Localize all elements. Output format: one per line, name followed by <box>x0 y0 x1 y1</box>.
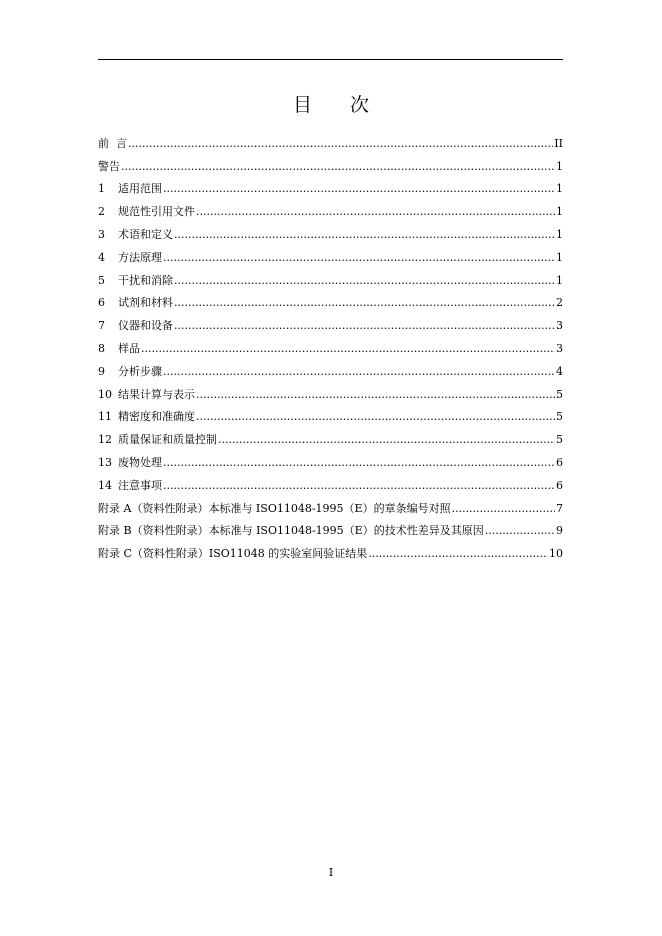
toc-leader <box>121 160 555 174</box>
toc-entry-page: 1 <box>556 273 563 287</box>
toc-entry-title: 干扰和消除 <box>118 273 173 287</box>
toc-leader <box>174 228 555 242</box>
toc-entry-number: 6 <box>98 296 105 310</box>
toc-entry-13[interactable] <box>98 447 563 470</box>
toc-leader <box>163 365 555 379</box>
toc-entry-page: 5 <box>556 387 563 401</box>
toc-entry-title: 分析步骤 <box>118 364 162 378</box>
toc-entry-title: 附录 B（资料性附录）本标准与 ISO11048-1995（E）的技术性差异及其原因 <box>98 524 484 538</box>
toc-leader <box>485 524 555 538</box>
toc-entry-3[interactable] <box>98 219 563 242</box>
toc-entry-page: 2 <box>556 296 563 310</box>
toc-entry-page: 1 <box>556 250 563 264</box>
toc-entry-title: 规范性引用文件 <box>118 205 195 219</box>
toc-entry-14[interactable] <box>98 470 563 493</box>
toc-entry-title: 废物处理 <box>118 455 162 469</box>
toc-entry-title: 方法原理 <box>118 250 162 264</box>
toc-entry-number: 4 <box>98 250 105 264</box>
toc-entry-page: 1 <box>556 159 563 173</box>
toc-entry-title: 质量保证和质量控制 <box>118 433 217 447</box>
toc-entry-number: 13 <box>98 455 112 469</box>
toc-entry-page: 6 <box>556 455 563 469</box>
toc-leader <box>196 388 555 402</box>
page-title: 目 次 <box>292 94 386 116</box>
toc-entry-page: 4 <box>556 364 563 378</box>
toc-entry-11[interactable] <box>98 402 563 425</box>
toc-entry-6[interactable] <box>98 288 563 311</box>
toc-entry-title: 术语和定义 <box>118 227 173 241</box>
toc-entry-5[interactable] <box>98 265 563 288</box>
toc-entry-page: 1 <box>556 182 563 196</box>
toc-entry-number: 2 <box>98 205 105 219</box>
toc-leader <box>174 319 555 333</box>
toc-entry-title: 前 言 <box>98 136 127 150</box>
toc-entry-number: 11 <box>98 410 112 424</box>
toc-entry-title: 仪器和设备 <box>118 319 173 333</box>
toc-leader <box>368 547 548 561</box>
toc-entry-page: 1 <box>556 205 563 219</box>
toc-entry-page: 5 <box>556 433 563 447</box>
toc-leader <box>452 502 555 516</box>
toc-entry-appendix-b[interactable] <box>98 516 563 539</box>
toc-entry-2[interactable] <box>98 196 563 219</box>
toc-entry-page: 3 <box>556 319 563 333</box>
toc-entry-9[interactable] <box>98 356 563 379</box>
page-number: I <box>328 866 334 879</box>
toc-entry-number: 1 <box>98 182 105 196</box>
toc-entry-title: 附录 C（资料性附录）ISO11048 的实验室间验证结果 <box>98 547 368 561</box>
toc-entry-4[interactable] <box>98 242 563 265</box>
toc-leader <box>174 296 555 310</box>
toc-entry-title: 适用范围 <box>118 182 162 196</box>
toc-entry-title: 精密度和准确度 <box>118 410 195 424</box>
toc-leader <box>163 456 555 470</box>
toc-entry-number: 14 <box>98 478 112 492</box>
toc-entry-page: 9 <box>556 524 563 538</box>
toc-entry-number: 9 <box>98 364 105 378</box>
toc-leader <box>163 182 555 196</box>
table-of-contents <box>98 128 563 561</box>
toc-leader <box>163 251 555 265</box>
toc-entry-number: 8 <box>98 341 105 355</box>
toc-leader <box>174 274 555 288</box>
toc-entry-title: 附录 A（资料性附录）本标准与 ISO11048-1995（E）的章条编号对照 <box>98 501 451 515</box>
toc-entry-title: 警告 <box>98 159 120 173</box>
toc-entry-appendix-a[interactable] <box>98 493 563 516</box>
toc-leader <box>141 342 555 356</box>
toc-entry-page: 1 <box>556 227 563 241</box>
toc-leader <box>128 137 553 151</box>
toc-leader <box>163 479 555 493</box>
toc-entry-foreword[interactable] <box>98 128 563 151</box>
toc-entry-warning[interactable] <box>98 151 563 174</box>
toc-entry-page: 3 <box>556 341 563 355</box>
toc-leader <box>196 410 555 424</box>
toc-entry-page: 7 <box>556 501 563 515</box>
toc-entry-title: 样品 <box>118 341 140 355</box>
toc-entry-title: 结果计算与表示 <box>118 387 195 401</box>
toc-entry-title: 注意事项 <box>118 478 162 492</box>
toc-entry-number: 10 <box>98 387 112 401</box>
toc-leader <box>218 433 555 447</box>
toc-entry-page: 5 <box>556 410 563 424</box>
toc-entry-10[interactable] <box>98 379 563 402</box>
toc-entry-number: 12 <box>98 433 112 447</box>
toc-entry-number: 7 <box>98 319 105 333</box>
toc-entry-number: 5 <box>98 273 105 287</box>
toc-entry-number: 3 <box>98 227 105 241</box>
toc-entry-8[interactable] <box>98 333 563 356</box>
toc-entry-page: 6 <box>556 478 563 492</box>
toc-entry-1[interactable] <box>98 174 563 197</box>
toc-entry-appendix-c[interactable] <box>98 538 563 561</box>
toc-entry-title: 试剂和材料 <box>118 296 173 310</box>
toc-entry-7[interactable] <box>98 310 563 333</box>
header-rule <box>98 59 563 60</box>
toc-entry-page: II <box>554 136 563 150</box>
toc-entry-12[interactable] <box>98 424 563 447</box>
toc-entry-page: 10 <box>549 547 563 561</box>
toc-leader <box>196 205 555 219</box>
